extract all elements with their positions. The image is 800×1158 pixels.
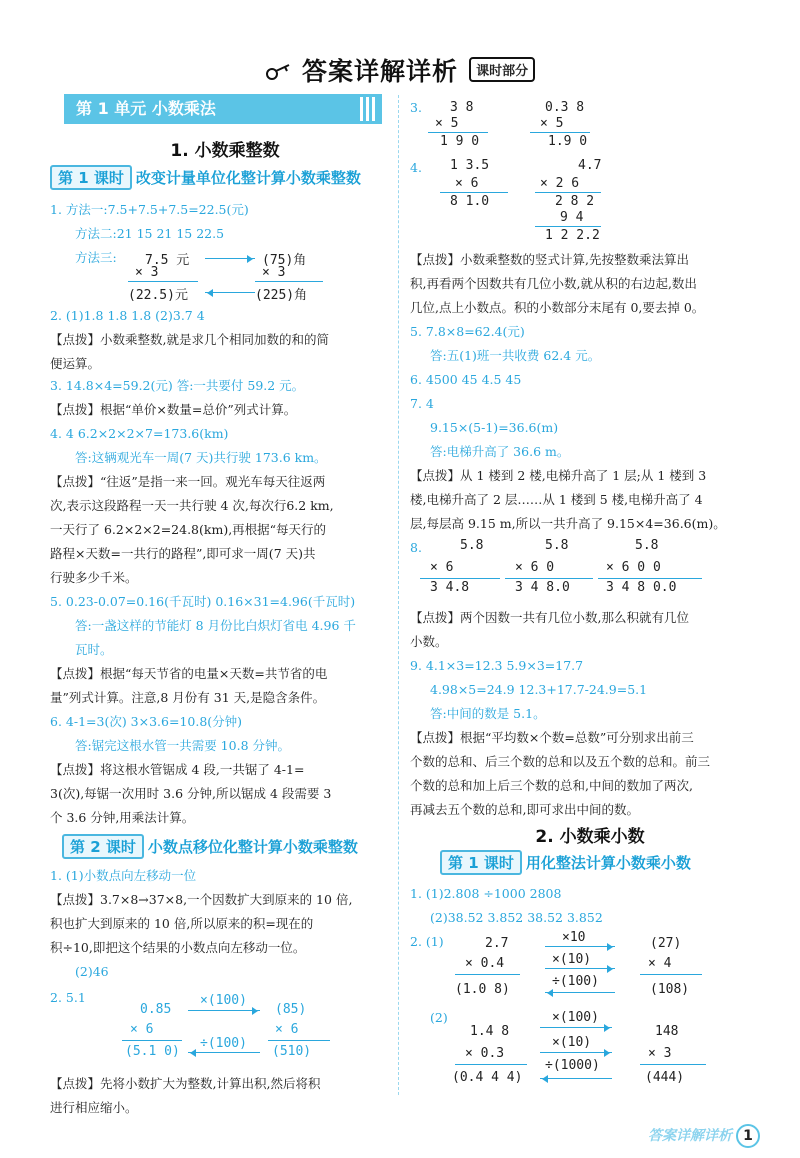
calc-text: 1 9 0 (440, 134, 480, 149)
calc-text: ×(100) (552, 1010, 599, 1025)
calc-text: (22.5)元 (128, 288, 188, 303)
calc-text: 9 4 (560, 210, 584, 225)
arrow-left (188, 1052, 260, 1053)
lesson-tag: 第 2 课时 (62, 834, 144, 859)
calc-text: 1 2 2.2 (545, 228, 600, 243)
calc-text: × 6 (130, 1022, 154, 1037)
calc-text: (85) (275, 1002, 307, 1017)
calc-text: 3 4 8 0.0 (606, 580, 677, 595)
answer-line: (2)46 (75, 964, 109, 979)
key-icon (265, 62, 291, 82)
calc-text: × 0.3 (465, 1046, 505, 1061)
hint-line: 小数。 (410, 634, 448, 649)
answer-line: 1. (1)小数点向左移动一位 (50, 868, 197, 883)
hint-line: 【点拨】从 1 楼到 2 楼,电梯升高了 1 层;从 1 楼到 3 (410, 468, 707, 483)
unit-title: 第 1 单元 小数乘法 (76, 99, 216, 118)
hint-line: 几位,点上小数点。积的小数部分末尾有 0,要去掉 0。 (410, 300, 705, 315)
lesson-tag: 第 1 课时 (440, 850, 522, 875)
hint-line: 积÷10,即把这个结果的小数点向左移动一位。 (50, 940, 306, 955)
calc-text: (510) (272, 1044, 312, 1059)
answer-line: 2. 5.1 (50, 990, 86, 1005)
calc-text: × 3 (262, 265, 286, 280)
answer-line: 方法三: (75, 250, 117, 265)
answer-line: 4. 4 6.2×2×2×7=173.6(km) (50, 426, 229, 441)
lesson-heading (62, 834, 358, 859)
arrow-right (205, 258, 255, 259)
calc-text: (225)角 (255, 288, 308, 303)
calc-text: 3 4.8 (430, 580, 470, 595)
calc-text: ×(10) (552, 952, 592, 967)
hint-line: 楼,电梯升高了 2 层……从 1 楼到 5 楼,电梯升高了 4 (410, 492, 703, 507)
calc-rule (455, 1064, 527, 1065)
calc-text: 3 8 (450, 100, 474, 115)
answer-line: 1. 方法一:7.5+7.5+7.5=22.5(元) (50, 202, 249, 217)
calc-text: (5.1 0) (125, 1044, 180, 1059)
page-title: 答案详解详析 (301, 57, 458, 86)
answer-line: 答:这辆观光车一周(7 天)共行驶 173.6 km。 (75, 450, 327, 465)
hint-line: 进行相应缩小。 (50, 1100, 138, 1115)
calc-rule (505, 578, 593, 579)
calc-text: 1 3.5 (450, 158, 490, 173)
arrow-left (205, 292, 255, 293)
footer-text: 答案详解详析 (648, 1128, 732, 1144)
arrow-left (545, 992, 615, 993)
unit-banner (64, 94, 382, 124)
calc-text: 5.8 (635, 538, 659, 553)
answer-line: 4.98×5=24.9 12.3+17.7-24.9=5.1 (430, 682, 648, 697)
hint-line: 【点拨】“往返”是指一来一回。观光车每天往返两 (50, 474, 326, 489)
calc-rule (598, 578, 702, 579)
calc-text: × 6 0 (515, 560, 555, 575)
column-divider (398, 95, 399, 1095)
calc-rule (428, 132, 488, 133)
answer-line: 1. (1)2.808 ÷1000 2808 (410, 886, 562, 901)
hint-line: 层,每层高 9.15 m,所以一共升高了 9.15×4=36.6(m)。 (410, 516, 726, 531)
calc-text: 1.9 0 (548, 134, 588, 149)
hint-line: 便运算。 (50, 356, 101, 371)
section-title: 2. 小数乘小数 (535, 827, 645, 847)
calc-text: × 3 (648, 1046, 672, 1061)
calc-text: 3 4 8.0 (515, 580, 570, 595)
hint-line: 一天行了 6.2×2×2=24.8(km),再根据“每天行的 (50, 522, 327, 537)
page-number: 1 (736, 1124, 760, 1148)
calc-text: (1.0 8) (455, 982, 510, 997)
arrow-right (540, 1052, 612, 1053)
calc-text: 148 (655, 1024, 679, 1039)
hint-line: 个 3.6 分钟,用乘法计算。 (50, 810, 195, 825)
calc-text: 1.4 8 (470, 1024, 510, 1039)
calc-text: 7.5 元 (145, 253, 190, 268)
calc-text: 4.7 (578, 158, 602, 173)
calc-text: ÷(100) (552, 974, 599, 989)
answer-line: 答:中间的数是 5.1。 (430, 706, 546, 721)
calc-rule (640, 1064, 706, 1065)
lesson-title: 小数点移位化整计算小数乘整数 (147, 838, 358, 856)
hint-line: 【点拨】根据“单价×数量=总价”列式计算。 (50, 402, 297, 417)
answer-line: 方法二:21 15 21 15 22.5 (75, 226, 225, 241)
calc-text: ÷(1000) (545, 1058, 600, 1073)
calc-rule (535, 192, 601, 193)
lesson-heading (50, 165, 361, 190)
calc-text: (444) (645, 1070, 685, 1085)
answer-line: 答:锯完这根水管一共需要 10.8 分钟。 (75, 738, 290, 753)
answer-line: (2) (430, 1010, 448, 1025)
calc-text: × 5 (435, 116, 459, 131)
answer-line: 答:五(1)班一共收费 62.4 元。 (430, 348, 601, 363)
answer-line: 2. (1) (410, 934, 444, 949)
hint-line: 【点拨】小数乘整数的竖式计算,先按整数乘法算出 (410, 252, 689, 267)
calc-text: 2 8 2 (555, 194, 595, 209)
answer-line: 瓦时。 (75, 642, 113, 657)
calc-rule (420, 578, 500, 579)
arrow-right (540, 1027, 612, 1028)
hint-line: 路程×天数=一共行的路程”,即可求一周(7 天)共 (50, 546, 316, 561)
answer-line: 5. 0.23-0.07=0.16(千瓦时) 0.16×31=4.96(千瓦时) (50, 594, 356, 609)
lesson-heading (440, 850, 691, 875)
hint-line: 【点拨】根据“平均数×个数=总数”可分别求出前三 (410, 730, 694, 745)
calc-text: × 2 6 (540, 176, 580, 191)
hint-line: 积也扩大到原来的 10 倍,所以原来的积=现在的 (50, 916, 314, 931)
calc-text: × 6 (275, 1022, 299, 1037)
hint-line: 【点拨】3.7×8→37×8,一个因数扩大到原来的 10 倍, (50, 892, 353, 907)
calc-text: × 6 0 0 (606, 560, 661, 575)
calc-rule (640, 974, 702, 975)
hint-line: 【点拨】小数乘整数,就是求几个相同加数的和的简 (50, 332, 329, 347)
calc-rule (530, 132, 590, 133)
hint-line: 个数的总和、后三个数的总和以及五个数的总和。前三 (410, 754, 711, 769)
title-tag: 课时部分 (469, 57, 535, 82)
calc-rule (128, 281, 198, 282)
page-footer (648, 1124, 760, 1148)
lesson-title: 改变计量单位化整计算小数乘整数 (135, 169, 361, 187)
calc-text: (0.4 4 4) (452, 1070, 523, 1085)
calc-rule (535, 226, 601, 227)
hint-line: 【点拨】先将小数扩大为整数,计算出积,然后将积 (50, 1076, 321, 1091)
answer-line: (2)38.52 3.852 38.52 3.852 (430, 910, 603, 925)
hint-line: 3(次),每锯一次用时 3.6 分钟,所以锯成 4 段需要 3 (50, 786, 332, 801)
calc-rule (268, 1040, 330, 1041)
hint-line: 积,再看两个因数共有几位小数,就从积的右边起,数出 (410, 276, 697, 291)
calc-text: × 6 (455, 176, 479, 191)
calc-text: ×(10) (552, 1035, 592, 1050)
calc-text: 5.8 (545, 538, 569, 553)
answer-line: 6. 4-1=3(次) 3×3.6=10.8(分钟) (50, 714, 243, 729)
lesson-title: 用化整法计算小数乘小数 (525, 854, 691, 872)
hint-line: 【点拨】根据“每天节省的电量×天数=共节省的电 (50, 666, 328, 681)
arrow-right (545, 946, 615, 947)
page-header (0, 52, 800, 86)
answer-line: 6. 4500 45 4.5 45 (410, 372, 522, 387)
calc-text: × 3 (135, 265, 159, 280)
banner-decoration (360, 97, 376, 121)
arrow-right (545, 968, 615, 969)
answer-line: 答:一盏这样的节能灯 8 月份比白炽灯省电 4.96 千 (75, 618, 356, 633)
answer-line: 3. (410, 100, 422, 115)
calc-rule (122, 1040, 182, 1041)
calc-text: × 4 (648, 956, 672, 971)
hint-line: 行驶多少千米。 (50, 570, 138, 585)
calc-text: × 5 (540, 116, 564, 131)
calc-text: 5.8 (460, 538, 484, 553)
arrow-left (540, 1078, 612, 1079)
hint-line: 再减去五个数的总和,即可求出中间的数。 (410, 802, 639, 817)
answer-line: 5. 7.8×8=62.4(元) (410, 324, 525, 339)
calc-text: ×10 (562, 930, 586, 945)
answer-line: 7. 4 (410, 396, 434, 411)
answer-line: 9. 4.1×3=12.3 5.9×3=17.7 (410, 658, 584, 673)
calc-text: × 6 (430, 560, 454, 575)
calc-text: (27) (650, 936, 682, 951)
calc-text: (108) (650, 982, 690, 997)
calc-text: 0.3 8 (545, 100, 585, 115)
calc-text: 8 1.0 (450, 194, 490, 209)
lesson-tag: 第 1 课时 (50, 165, 132, 190)
answer-line: 8. (410, 540, 422, 555)
answer-line: 4. (410, 160, 422, 175)
calc-rule (255, 281, 323, 282)
hint-line: 【点拨】两个因数一共有几位小数,那么积就有几位 (410, 610, 689, 625)
calc-rule (455, 974, 520, 975)
hint-line: 次,表示这段路程一天一共行驶 4 次,每次行6.2 km, (50, 498, 334, 513)
arrow-right (188, 1010, 260, 1011)
hint-line: 【点拨】将这根水管锯成 4 段,一共锯了 4-1= (50, 762, 305, 777)
answer-line: 9.15×(5-1)=36.6(m) (430, 420, 559, 435)
hint-line: 量”列式计算。注意,8 月份有 31 天,是隐含条件。 (50, 690, 326, 705)
calc-text: 0.85 (140, 1002, 172, 1017)
hint-line: 个数的总和加上后三个数的总和,中间的数加了两次, (410, 778, 693, 793)
calc-text: ×(100) (200, 993, 247, 1008)
calc-text: 2.7 (485, 936, 509, 951)
answer-line: 3. 14.8×4=59.2(元) 答:一共要付 59.2 元。 (50, 378, 305, 393)
answer-line: 答:电梯升高了 36.6 m。 (430, 444, 570, 459)
calc-text: ÷(100) (200, 1036, 247, 1051)
section-title: 1. 小数乘整数 (170, 141, 280, 161)
calc-rule (440, 192, 508, 193)
calc-text: × 0.4 (465, 956, 505, 971)
answer-line: 2. (1)1.8 1.8 1.8 (2)3.7 4 (50, 308, 205, 323)
calc-text: (75)角 (262, 253, 307, 268)
